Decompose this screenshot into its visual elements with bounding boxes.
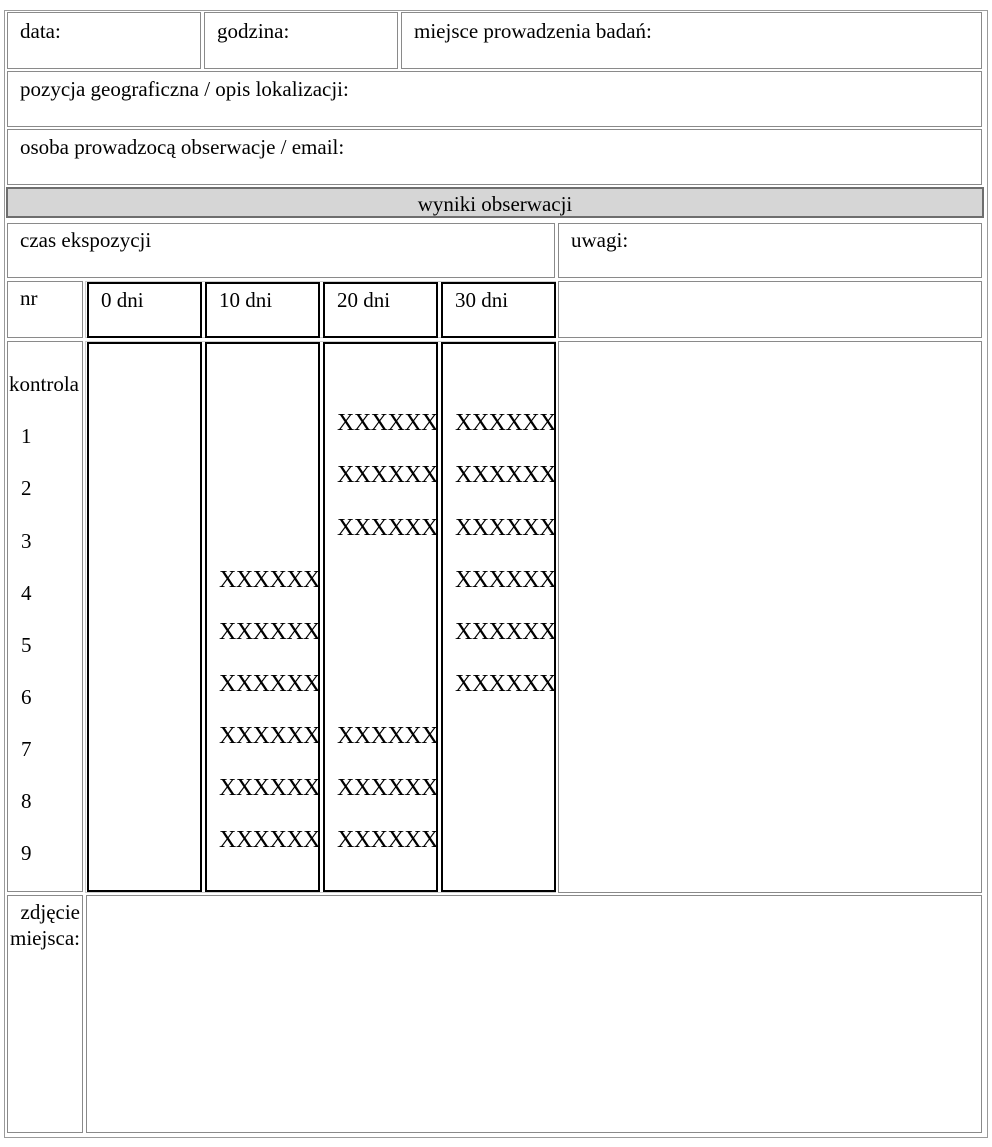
row-label-kontrola: kontrola — [9, 372, 79, 396]
time-cell[interactable] — [204, 12, 398, 69]
day-header-10 — [205, 282, 320, 338]
nr-header-cell — [7, 281, 83, 338]
day-column-0[interactable] — [87, 342, 202, 892]
observer-label: osoba prowadzocą obserwacje / email: — [20, 135, 345, 159]
row-label-2: 2 — [21, 476, 32, 500]
exposure-cell — [7, 223, 555, 278]
mark-10-dni-row-4: XXXXXX — [219, 567, 320, 593]
observer-cell[interactable] — [7, 129, 982, 185]
mark-20-dni-row-1: XXXXXX — [337, 410, 438, 436]
day-header-30-label: 30 dni — [455, 288, 509, 312]
day-header-30 — [441, 282, 556, 338]
row-label-4: 4 — [21, 581, 32, 605]
day-header-0-label: 0 dni — [101, 288, 144, 312]
mark-30-dni-row-4: XXXXXX — [455, 567, 556, 593]
location-cell[interactable] — [7, 71, 982, 127]
mark-20-dni-row-7: XXXXXX — [337, 723, 438, 749]
mark-20-dni-row-2: XXXXXX — [337, 462, 438, 488]
nr-label: nr — [20, 286, 38, 310]
mark-10-dni-row-8: XXXXXX — [219, 775, 320, 801]
time-label: godzina: — [217, 19, 290, 43]
date-label: data: — [20, 19, 61, 43]
mark-30-dni-row-2: XXXXXX — [455, 462, 556, 488]
mark-10-dni-row-9: XXXXXX — [219, 827, 320, 853]
place-label: miejsce prowadzenia badań: — [414, 19, 652, 43]
mark-30-dni-row-3: XXXXXX — [455, 515, 556, 541]
row-label-3: 3 — [21, 529, 32, 553]
row-label-9: 9 — [21, 841, 32, 865]
photo-label-cell — [7, 895, 83, 1133]
row-label-1: 1 — [21, 424, 32, 448]
day-header-0 — [87, 282, 202, 338]
results-section-title: wyniki obserwacji — [417, 192, 573, 216]
day-column-10[interactable] — [205, 342, 320, 892]
remarks-label: uwagi: — [571, 228, 629, 252]
mark-10-dni-row-6: XXXXXX — [219, 671, 320, 697]
remarks-cell[interactable] — [558, 223, 982, 278]
row-labels-cell — [7, 341, 83, 892]
photo-area[interactable] — [86, 895, 982, 1133]
remarks-header-spacer — [558, 281, 982, 338]
row-label-5: 5 — [21, 633, 32, 657]
mark-30-dni-row-5: XXXXXX — [455, 619, 556, 645]
day-header-10-label: 10 dni — [219, 288, 273, 312]
mark-20-dni-row-3: XXXXXX — [337, 515, 438, 541]
day-column-20[interactable] — [323, 342, 438, 892]
day-header-20 — [323, 282, 438, 338]
photo-label-line2: miejsca: — [10, 926, 80, 950]
row-label-8: 8 — [21, 789, 32, 813]
day-column-30[interactable] — [441, 342, 556, 892]
location-label: pozycja geograficzna / opis lokalizacji: — [20, 77, 349, 101]
photo-label-line1: zdjęcie — [20, 900, 80, 924]
mark-30-dni-row-6: XXXXXX — [455, 671, 556, 697]
exposure-label: czas ekspozycji — [20, 228, 152, 252]
row-label-7: 7 — [21, 737, 32, 761]
place-cell[interactable] — [401, 12, 982, 69]
date-cell[interactable] — [7, 12, 201, 69]
results-section-header — [6, 187, 984, 218]
mark-10-dni-row-7: XXXXXX — [219, 723, 320, 749]
day-header-20-label: 20 dni — [337, 288, 391, 312]
mark-10-dni-row-5: XXXXXX — [219, 619, 320, 645]
mark-20-dni-row-9: XXXXXX — [337, 827, 438, 853]
remarks-body-cell[interactable] — [558, 341, 982, 893]
mark-20-dni-row-8: XXXXXX — [337, 775, 438, 801]
mark-30-dni-row-1: XXXXXX — [455, 410, 556, 436]
row-label-6: 6 — [21, 685, 32, 709]
